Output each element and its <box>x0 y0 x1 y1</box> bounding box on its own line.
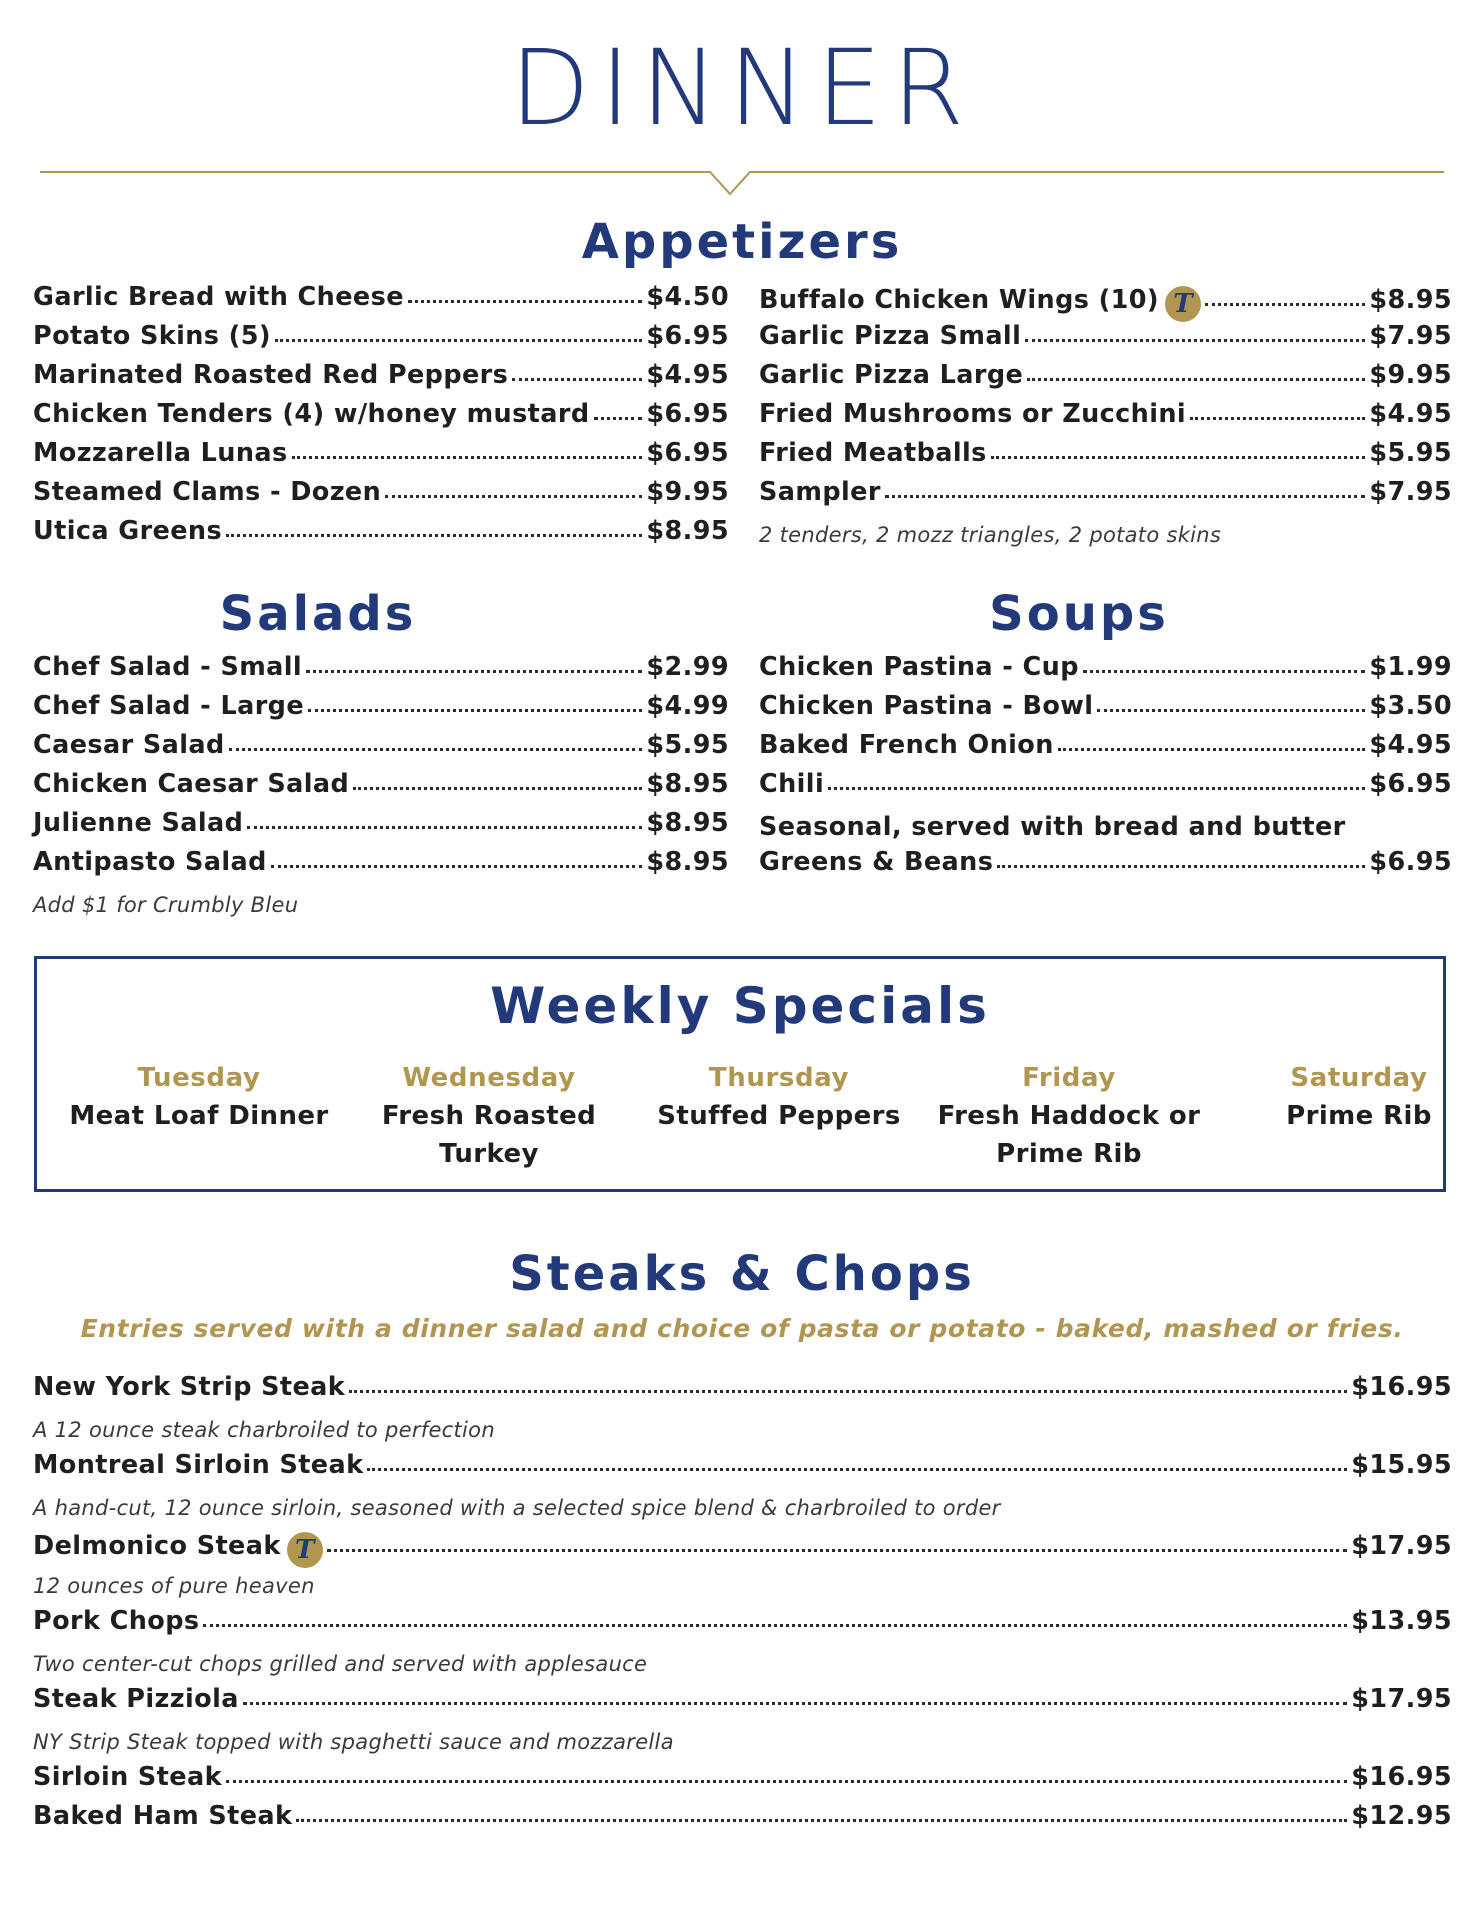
item-price: $13.95 <box>1351 1606 1452 1636</box>
weekly-specials-box <box>34 956 1446 1192</box>
item-price: $12.95 <box>1351 1801 1452 1831</box>
leader-dots <box>226 1779 1347 1783</box>
special-dish: Stuffed Peppers <box>657 1101 901 1131</box>
item-name: Sirloin Steak <box>33 1762 222 1792</box>
item-price: $17.95 <box>1351 1684 1452 1714</box>
item-name: Garlic Bread with Cheese <box>33 282 404 312</box>
leader-dots <box>243 1701 1347 1705</box>
item-name: Chicken Tenders (4) w/honey mustard <box>33 399 590 429</box>
leader-dots <box>512 377 642 381</box>
leader-dots <box>997 864 1365 868</box>
special-day <box>54 1059 344 1135</box>
item-price: $4.99 <box>646 691 729 721</box>
header-divider <box>40 160 1444 200</box>
item-price: $17.95 <box>1351 1531 1452 1561</box>
appetizers-heading: Appetizers <box>581 214 903 270</box>
item-price: $15.95 <box>1351 1450 1452 1480</box>
item-name: Mozzarella Lunas <box>33 438 288 468</box>
item-name: New York Strip Steak <box>33 1372 346 1402</box>
item-name: Greens & Beans <box>759 847 994 877</box>
leader-dots <box>1097 708 1365 712</box>
steaks-heading: Steaks & Chops <box>509 1246 975 1302</box>
menu-item <box>33 652 729 691</box>
item-name: Chicken Caesar Salad <box>33 769 350 799</box>
menu-item <box>759 652 1452 691</box>
salads-heading: Salads <box>219 586 417 642</box>
menu-item <box>33 730 729 769</box>
menu-item <box>33 321 729 360</box>
soups-column <box>759 652 1452 886</box>
leader-dots <box>408 299 642 303</box>
item-name: Chicken Pastina - Bowl <box>759 691 1094 721</box>
item-name: Fried Mushrooms or Zucchini <box>759 399 1187 429</box>
menu-item <box>33 360 729 399</box>
leader-dots <box>828 786 1365 790</box>
item-price: $5.95 <box>1369 438 1452 468</box>
item-name: Buffalo Chicken Wings (10) <box>759 285 1159 315</box>
appetizers-right-column <box>759 282 1452 555</box>
item-name: Julienne Salad <box>33 808 244 838</box>
item-price: $1.99 <box>1369 652 1452 682</box>
menu-item <box>759 847 1452 886</box>
leader-dots <box>271 864 643 868</box>
weekly-specials-heading: Weekly Specials <box>490 977 990 1035</box>
menu-item <box>33 282 729 321</box>
menu-item <box>759 477 1452 516</box>
menu-item <box>33 1801 1452 1840</box>
menu-item <box>33 769 729 808</box>
item-price: $8.95 <box>646 769 729 799</box>
menu-item <box>33 1762 1452 1801</box>
item-name: Chef Salad - Large <box>33 691 305 721</box>
item-price: $8.95 <box>1369 285 1452 315</box>
leader-dots <box>991 455 1366 459</box>
leader-dots <box>1027 377 1365 381</box>
special-day-name: Saturday <box>1290 1063 1428 1093</box>
leader-dots <box>226 533 642 537</box>
leader-dots <box>885 494 1366 498</box>
item-name: Chef Salad - Small <box>33 652 303 682</box>
special-day-name: Tuesday <box>137 1063 261 1093</box>
menu-item <box>759 321 1452 360</box>
item-price: $16.95 <box>1351 1762 1452 1792</box>
special-day <box>1214 1059 1484 1135</box>
leader-dots <box>367 1467 1347 1471</box>
leader-dots <box>1083 669 1365 673</box>
item-name: Utica Greens <box>33 516 223 546</box>
steaks-subtitle: Entries served with a dinner salad and choice of pasta or potato - baked, mashed or fries. <box>80 1314 1404 1343</box>
item-name: Montreal Sirloin Steak <box>33 1450 364 1480</box>
special-day <box>634 1059 924 1135</box>
item-name: Steamed Clams - Dozen <box>33 477 382 507</box>
item-price: $6.95 <box>646 321 729 351</box>
leader-dots <box>308 708 642 712</box>
special-dish: Prime Rib <box>1286 1101 1432 1131</box>
item-name: Steak Pizziola <box>33 1684 239 1714</box>
item-price: $4.95 <box>1369 399 1452 429</box>
special-day-name: Friday <box>1022 1063 1116 1093</box>
menu-item <box>759 399 1452 438</box>
item-price: $6.95 <box>646 399 729 429</box>
item-name: Caesar Salad <box>33 730 225 760</box>
item-price: $5.95 <box>646 730 729 760</box>
leader-dots <box>1025 338 1365 342</box>
special-dish-cont: Prime Rib <box>996 1139 1142 1169</box>
leader-dots <box>327 1548 1347 1552</box>
house-favorite-badge-icon: T <box>1165 286 1201 322</box>
item-name: Chili <box>759 769 825 799</box>
menu-item <box>33 1606 1452 1645</box>
item-price: $4.95 <box>1369 730 1452 760</box>
leader-dots <box>229 747 643 751</box>
seasonal-note: Seasonal, served with bread and butter <box>759 812 1346 842</box>
item-description: NY Strip Steak topped with spaghetti sauce and mozzarella <box>33 1730 674 1754</box>
item-name: Potato Skins (5) <box>33 321 271 351</box>
item-price: $6.95 <box>1369 847 1452 877</box>
menu-item <box>33 516 729 555</box>
menu-item <box>759 282 1452 321</box>
item-price: $9.95 <box>1369 360 1452 390</box>
menu-item <box>759 438 1452 477</box>
item-name: Baked Ham Steak <box>33 1801 293 1831</box>
leader-dots <box>292 455 643 459</box>
menu-item <box>33 438 729 477</box>
leader-dots <box>296 1818 1347 1822</box>
item-price: $8.95 <box>646 516 729 546</box>
leader-dots <box>247 825 642 829</box>
special-dish: Meat Loaf Dinner <box>69 1101 329 1131</box>
item-name: Marinated Roasted Red Peppers <box>33 360 509 390</box>
item-price: $8.95 <box>646 847 729 877</box>
salads-note: Add $1 for Crumbly Bleu <box>33 893 299 917</box>
leader-dots <box>203 1623 1347 1627</box>
item-name: Sampler <box>759 477 881 507</box>
item-price: $6.95 <box>1369 769 1452 799</box>
item-description: Two center-cut chops grilled and served with applesauce <box>33 1652 648 1676</box>
menu-item <box>759 360 1452 399</box>
item-price: $4.50 <box>646 282 729 312</box>
sampler-note: 2 tenders, 2 mozz triangles, 2 potato skins <box>759 523 1222 547</box>
leader-dots <box>1058 747 1366 751</box>
item-price: $3.50 <box>1369 691 1452 721</box>
leader-dots <box>385 494 642 498</box>
leader-dots <box>353 786 642 790</box>
salads-column <box>33 652 729 925</box>
menu-item <box>759 730 1452 769</box>
special-dish: Fresh Roasted <box>381 1101 597 1131</box>
menu-item <box>33 1684 1452 1723</box>
menu-item <box>33 1372 1452 1411</box>
appetizers-left-column <box>33 282 729 555</box>
leader-dots <box>275 338 642 342</box>
menu-item <box>33 691 729 730</box>
leader-dots <box>306 669 642 673</box>
special-day-name: Thursday <box>708 1063 850 1093</box>
item-price: $16.95 <box>1351 1372 1452 1402</box>
item-name: Fried Meatballs <box>759 438 987 468</box>
item-description: A 12 ounce steak charbroiled to perfection <box>33 1418 495 1442</box>
menu-item <box>759 691 1452 730</box>
menu-item <box>33 808 729 847</box>
item-price: $9.95 <box>646 477 729 507</box>
leader-dots <box>594 416 643 420</box>
item-price: $7.95 <box>1369 321 1452 351</box>
item-name: Delmonico Steak <box>33 1531 281 1561</box>
item-name: Garlic Pizza Large <box>759 360 1024 390</box>
item-price: $6.95 <box>646 438 729 468</box>
menu-item <box>33 847 729 886</box>
item-name: Chicken Pastina - Cup <box>759 652 1079 682</box>
menu-item <box>759 769 1452 808</box>
item-name: Baked French Onion <box>759 730 1054 760</box>
special-day <box>344 1059 634 1173</box>
special-dish: Fresh Haddock or <box>937 1101 1201 1131</box>
item-price: $4.95 <box>646 360 729 390</box>
item-price: $8.95 <box>646 808 729 838</box>
item-name: Pork Chops <box>33 1606 200 1636</box>
menu-item <box>33 1450 1452 1489</box>
house-favorite-badge-icon: T <box>287 1532 323 1568</box>
page-title: DINNER <box>509 27 975 149</box>
menu-item <box>33 399 729 438</box>
menu-item <box>33 1528 1452 1567</box>
item-description: 12 ounces of pure heaven <box>33 1574 315 1598</box>
item-name: Garlic Pizza Small <box>759 321 1022 351</box>
special-day-name: Wednesday <box>402 1063 576 1093</box>
special-dish-cont: Turkey <box>439 1139 539 1169</box>
special-day <box>924 1059 1214 1173</box>
item-description: A hand-cut, 12 ounce sirloin, seasoned with a selected spice blend & charbroiled to order <box>33 1496 1001 1520</box>
soups-heading: Soups <box>989 586 1169 642</box>
item-price: $7.95 <box>1369 477 1452 507</box>
item-price: $2.99 <box>646 652 729 682</box>
leader-dots <box>349 1389 1347 1393</box>
menu-item <box>33 477 729 516</box>
leader-dots <box>1190 416 1365 420</box>
leader-dots <box>1205 302 1365 306</box>
steaks-list <box>33 1372 1452 1840</box>
item-name: Antipasto Salad <box>33 847 267 877</box>
